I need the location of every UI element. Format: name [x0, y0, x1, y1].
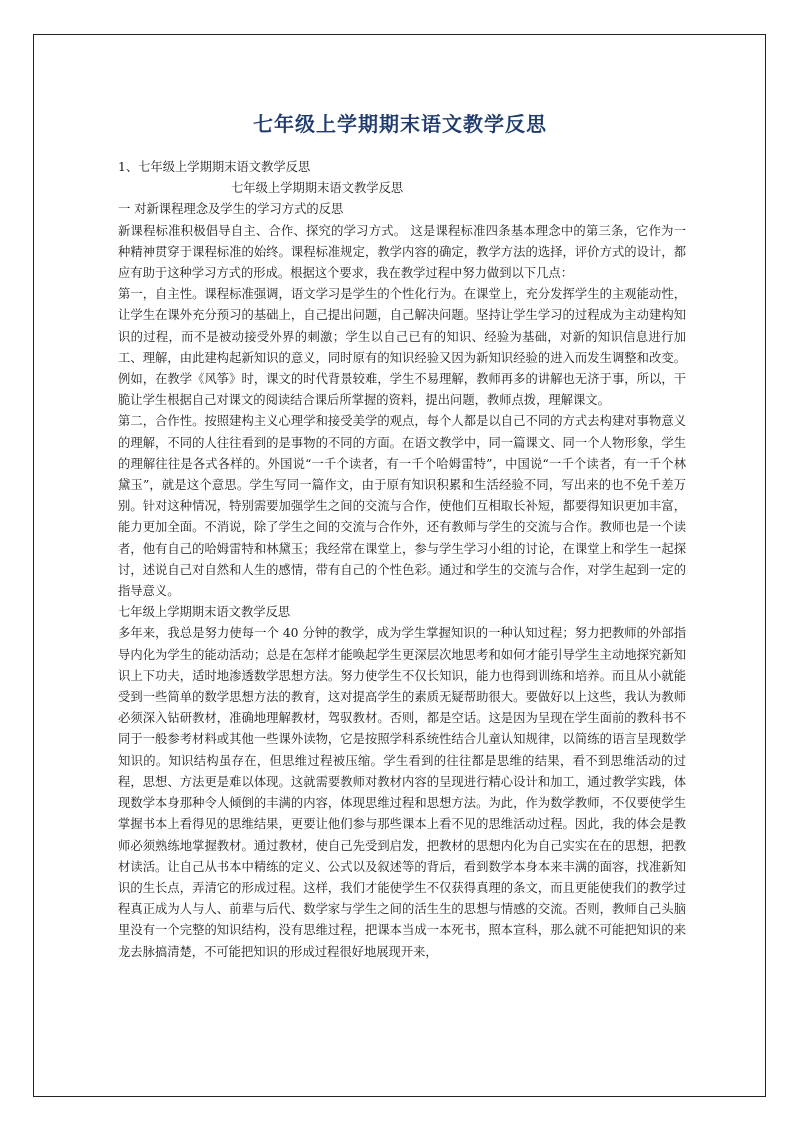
paragraph-autonomy: 第一，自主性。课程标准强调，语文学习是学生的个性化行为。在课堂上，充分发挥学生的主观能动性，让学生在课外充分预习的基础上，自己提出问题，自己解决问题。坚持让学生学习的过程成为主动建构知识的过程，而不是被动接受外界的刺激；学生以自己已有的知识、经验为基础，对新的知识信息进行加工、理解，由此建构起新知识的意义，同时原有的知识经验又因为新知识经验的进入而发生调整和改变。例如，在教学《风筝》时，课文的时代背景较难，学生不易理解，教师再多的讲解也无济于事，所以，干脆让学生根据自己对课文的阅读结合课后所掌握的资料，提出问题，教师点拨，理解课文。 — [118, 287, 686, 408]
paragraph-intro: 新课程标准积极倡导自主、合作、探究的学习方式。 这是课程标准四条基本理念中的第三条，它作为一种精神贯穿于课程标准的始终。课程标准规定，教学内容的确定，教学方法的选择，评价方式的设计，都应有助于这种学习方式的形成。根据这个要求，我在教学过程中努力做到以下几点： — [118, 223, 686, 281]
document-body — [118, 157, 686, 963]
document-title: 七年级上学期期末语文教学反思 — [253, 112, 547, 136]
item-heading: 1、七年级上学期期末语文教学反思 — [118, 160, 311, 174]
section-heading: 一 对新课程理念及学生的学习方式的反思 — [118, 202, 344, 217]
paragraph-cooperation: 第二，合作性。按照建构主义心理学和接受美学的观点，每个人都是以自己不同的方式去构建对事物意义的理解，不同的人往往看到的是事物的不同的方面。在语文教学中，同一篇课文、同一个人物形象，学生的理解往往是各式各样的。外国说“一千个读者，有一千个哈姆雷特”，中国说“一千个读者，有一千个林黛玉”，就是这个意思。学生写同一篇作文，由于原有知识积累和生活经验不同，写出来的也不免千差万别。针对这种情况，特别需要加强学生之间的交流与合作，使他们互相取长补短，都要得知识更加丰富，能力更加全面。不消说，除了学生之间的交流与合作外，还有教师与学生的交流与合作。教师也是一个读者，他有自己的哈姆雷特和林黛玉；我经常在课堂上，参与学生学习小组的讨论，在课堂上和学生一起探讨，述说自己对自然和人生的感情，带有自己的个性色彩。通过和学生的交流与合作，对学生起到一定的指导意义。 — [118, 414, 686, 599]
sub-title-2: 七年级上学期期末语文教学反思 — [118, 605, 291, 620]
sub-title: 七年级上学期期末语文教学反思 — [231, 181, 404, 196]
paragraph-math: 多年来，我总是努力使每一个 40 分钟的教学，成为学生掌握知识的一种认知过程；努力把教师的外部指导内化为学生的能动活动；总是在怎样才能唤起学生更深层次地思考和如何才能引导学生主动地探究新知识上下功夫，适时地渗透数学思想方法。努力使学生不仅长知识，能力也得到训练和培养。而且从小就能受到一些简单的数学思想方法的教育，这对提高学生的素质无疑帮助很大。要做好以上这些，我认为教师必须深入钻研教材，准确地理解教材，驾驭教材。否则，都是空话。这是因为呈现在学生面前的教科书不同于一般参考材料或其他一些课外读物，它是按照学科系统性结合儿童认知规律，以简练的语言呈现数学知识的。知识结构虽存在，但思维过程被压缩。学生看到的往往都是思维的结果，看不到思维活动的过程，思想、方法更是难以体现。这就需要教师对教材内容的呈现进行精心设计和加工，通过教学实践，体现数学本身那种令人倾倒的丰满的内容，体现思维过程和思想方法。为此，作为数学教师，不仅要使学生掌握书本上看得见的思维结果，更要让他们参与那些课本上看不见的思维活动过程。因此，我的体会是教师必须熟练地掌握教材。通过教材，使自己先受到启发，把教材的思想内化为自己实实在在的思想，把教材读活。让自己从书本中精练的定义、公式以及叙述等的背后，看到数学本身本来丰满的面容，找准新知识的生长点，弄清它的形成过程。这样，我们才能使学生不仅获得真理的条文，而且更能使我们的教学过程真正成为人与人、前辈与后代、数学家与学生之间的活生生的思想与情感的交流。否则，教师自己头脑里没有一个完整的知识结构，没有思维过程，把课本当成一本死书，照本宣科，那么就不可能把知识的来龙去脉搞清楚，不可能把知识的形成过程很好地展现开来， — [118, 626, 686, 959]
